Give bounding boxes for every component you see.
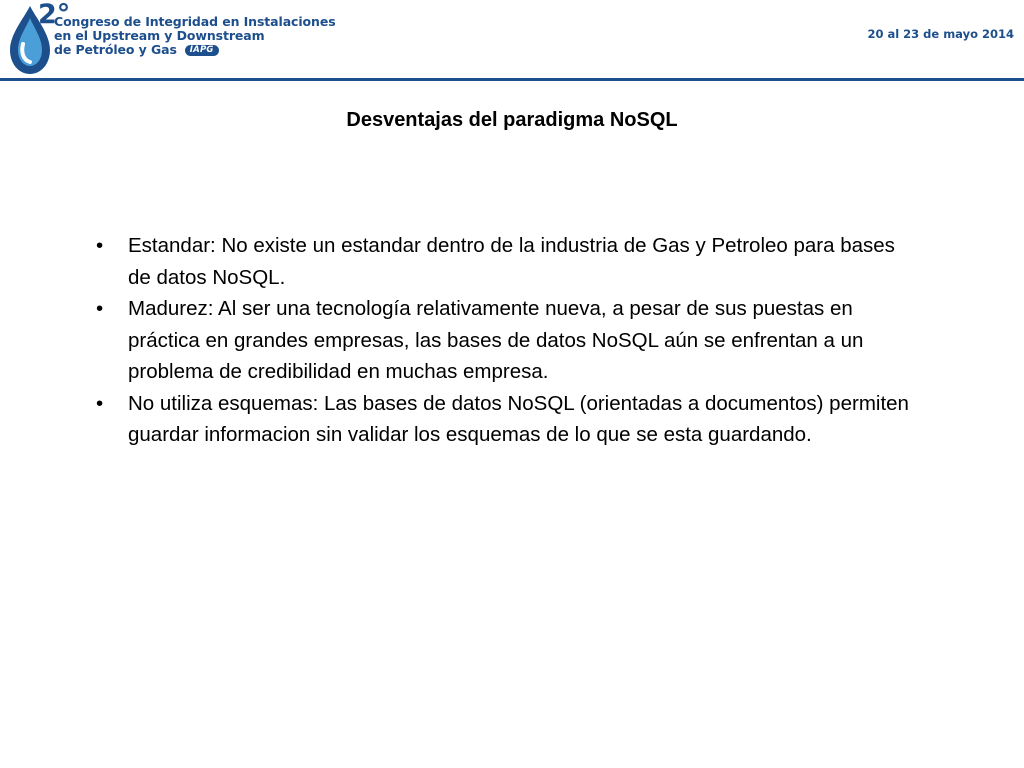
logo-line-3: de Petróleo y Gas — [54, 42, 177, 57]
bullet-marker: • — [96, 297, 104, 320]
header-divider — [0, 78, 1024, 81]
bullet-marker: • — [96, 391, 104, 415]
slide-header — [0, 0, 1024, 82]
bullet-item — [92, 230, 922, 293]
slide-title: Desventajas del paradigma NoSQL — [346, 109, 678, 131]
bullet-item — [92, 388, 922, 451]
iapg-badge: IAPG — [185, 45, 219, 56]
bullet-text: Estandar: No existe un estandar dentro de la industria de Gas y Petroleo para bases de datos NoSQL. — [128, 234, 895, 289]
bullet-text: Madurez: Al ser una tecnología relativamente nueva, a pesar de sus puestas en práctica en grandes empresas, las bases de datos NoSQL aún se enfrentan a un problema de credibilidad en muchas empresa. — [128, 297, 864, 383]
bullet-item — [92, 293, 922, 388]
bullet-text: No utiliza esquemas: Las bases de datos NoSQL (orientadas a documentos) permiten guardar informacion sin validar los esquemas de lo que se esta guardando. — [128, 391, 909, 446]
bullet-marker: • — [96, 234, 104, 257]
logo-edition-number: 2° — [38, 0, 71, 30]
logo-wordmark — [54, 15, 336, 57]
bullet-list — [92, 230, 922, 451]
logo-line-1: Congreso de Integridad en Instalaciones — [54, 14, 336, 29]
event-date: 20 al 23 de mayo 2014 — [867, 27, 1014, 41]
logo-line-2: en el Upstream y Downstream — [54, 28, 265, 43]
logo-line-3-row — [54, 43, 336, 57]
